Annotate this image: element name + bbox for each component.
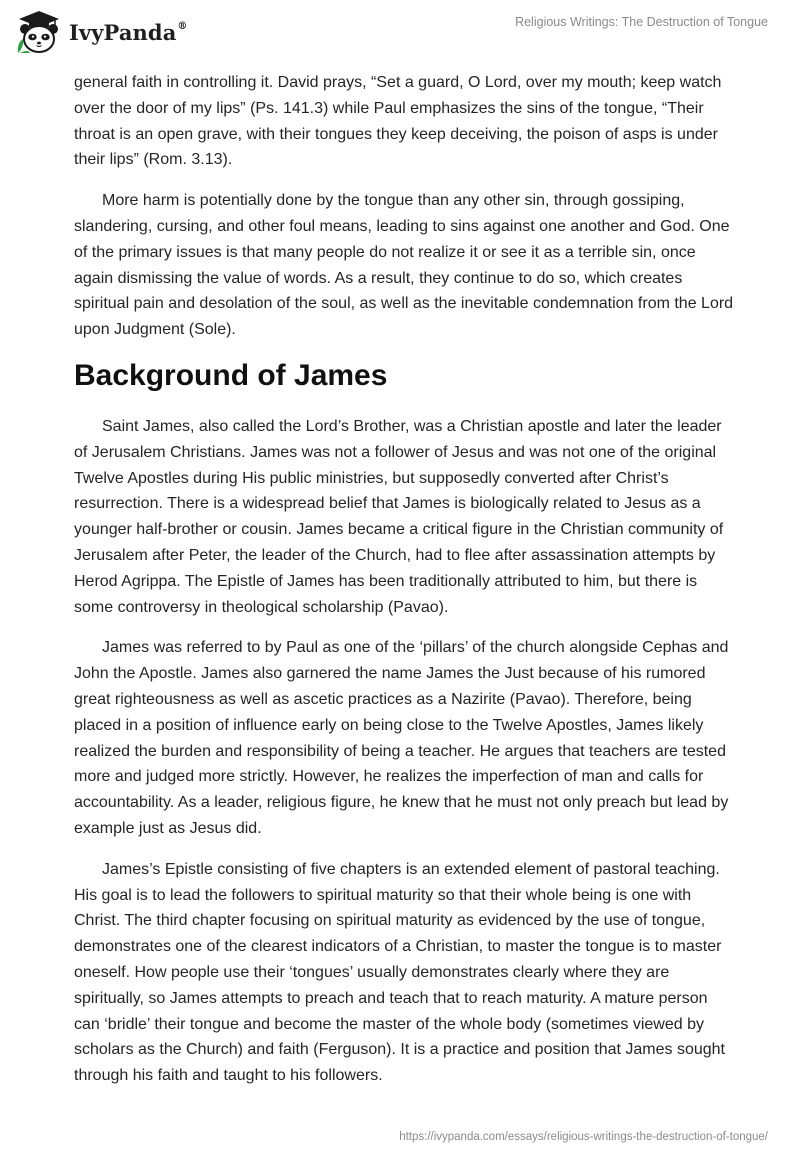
paragraph: More harm is potentially done by the tongue than any other sin, through gossiping, slandering, cursing, and other foul means, leading to sins against one another and God. One of the primary issues is that many people do not realize it or see it as a terrible sin, once again dismissing the value of words. As a result, they continue to do so, which creates spiritual pain and desolation of the soul, as well as the inevitable condemnation from the Lord upon Judgment (Sole).	[74, 192, 734, 339]
paragraph: general faith in controlling it. David prays, “Set a guard, O Lord, over my mouth; keep watch over the door of my lips” (Ps. 141.3) while Paul emphasizes the sins of the tongue, “Their throat is an open grave, with their tongues they keep deceiving, the poison of asps is under their lips” (Rom. 3.13).	[74, 74, 722, 169]
paragraph: James’s Epistle consisting of five chapters is an extended element of pastoral teaching. His goal is to lead the followers to spiritual maturity so that their whole being is one with Christ. The third chapter focusing on spiritual maturity as evidenced by the use of tongue, demonstrates one of the clearest indicators of a Christian, to master the tongue is to master oneself. How people use their ‘tongues’ usually demonstrates clearly where they are spiritually, so James attempts to preach and teach that to reach maturity. A mature person can ‘bridle’ their tongue and become the master of the whole body (sometimes viewed by scholars as the Church) and faith (Ferguson). It is a practice and position that James sought through his faith and taught to his followers.	[74, 860, 725, 1085]
paragraph: James was referred to by Paul as one of the ‘pillars’ of the church alongside Cephas and John the Apostle. James also garnered the name James the Just because of his rumored great righteousness as well as ascetic practices as a Nazirite (Pavao). Therefore, being placed in a position of influence early on being close to the Twelve Apostles, James likely realized the burden and responsibility of being a teacher. He argues that teachers are tested more and judged more strictly. However, he realizes the imperfection of man and calls for accountability. As a leader, religious figure, he knew that he must not only preach but lead by example just as Jesus did.	[74, 639, 729, 837]
section-heading: Background of James	[74, 358, 388, 392]
page-header	[0, 0, 800, 64]
document-title: Religious Writings: The Destruction of Tongue	[515, 15, 768, 29]
paragraph: Saint James, also called the Lord’s Brother, was a Christian apostle and later the leader of Jerusalem Christians. James was not a follower of Jesus and was not one of the original Twelve Apostles during His public ministries, but supposedly converted after Christ’s resurrection. There is a widespread belief that James is biologically related to Jesus as a younger half-brother or cousin. James became a critical figure in the Christian community of Jerusalem after Peter, the leader of the Church, had to flee after assassination attempts by Herod Agrippa. The Epistle of James has been traditionally attributed to him, but there is some controversy in theological scholarship (Pavao).	[74, 417, 724, 616]
registered-mark: ®	[177, 20, 188, 32]
essay-content	[74, 70, 734, 1104]
brand-name	[69, 20, 188, 45]
ivypanda-logo[interactable]	[14, 9, 188, 55]
source-url[interactable]: https://ivypanda.com/essays/religious-writings-the-destruction-of-tongue/	[399, 1131, 768, 1143]
brand-text: IvyPanda	[69, 19, 177, 45]
panda-graduate-icon	[14, 9, 64, 55]
